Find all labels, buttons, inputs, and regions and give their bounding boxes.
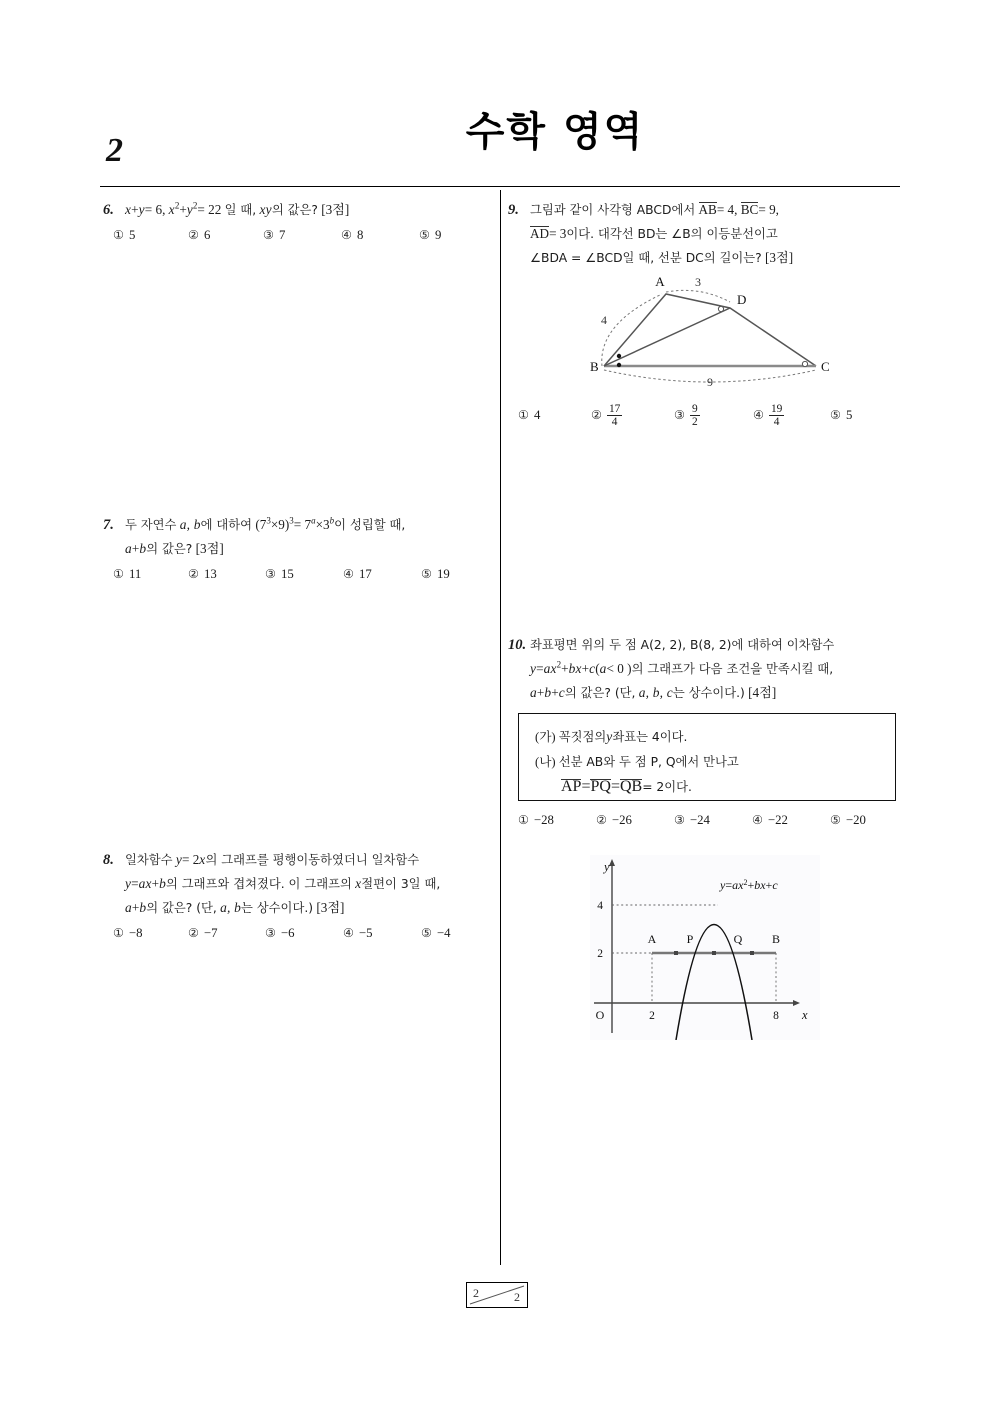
q8-points: [3점] [316,900,345,915]
choice-marker-4: ④ [343,926,354,940]
q7-points: [3점] [195,541,224,556]
q8-linear-fn: 일차함수 [125,853,173,867]
condition-a-text-1: 꼭짓점의 [558,730,607,744]
condition-a-line [535,724,881,750]
q7-times3: ×3 [315,517,330,532]
condition-a-variable: y [606,729,613,744]
choice-marker-3: ③ [674,408,685,423]
question-8 [103,848,493,952]
q8-choice-4-value: −5 [358,926,373,940]
q8-x: x [199,852,206,867]
footer-left-number: 2 [473,1286,479,1300]
question-10-number: 10. [508,637,527,653]
choice-marker-4: ④ [752,813,763,827]
q10-bx: bx [568,661,582,676]
q9-choice-3[interactable] [674,404,700,429]
q8-choice-2-value: −7 [203,926,218,940]
choice-marker-1: ① [518,408,529,422]
q8-eq: = [131,876,139,891]
q6-y: y [138,202,145,217]
q8-plus2: + [131,900,140,915]
choice-marker-3: ③ [265,926,276,940]
condition-b-text: 선분 AB와 두 점 P, Q에서 만나고 [558,755,739,769]
q9-c4-numerator: 19 [770,403,783,415]
q10-a-cond: a [599,661,607,676]
q10-plus1: + [561,661,569,676]
q10-choice-4-value: −22 [767,813,788,827]
q8-a: a [125,900,132,915]
question-9-choices [508,403,853,430]
q8-ask: 의 값은? (단, [146,901,217,915]
q7-choice-3-value: 15 [280,567,294,581]
q9-choice-4-fraction [769,403,784,428]
choice-marker-5: ⑤ [419,228,430,242]
q10-y: y [530,661,537,676]
q9-seg-ad: AD [530,226,550,241]
q7-ask: 의 값은? [146,542,193,556]
eq-1: = [581,778,591,795]
q8-choice-2[interactable] [188,926,218,941]
eq-2: = [610,778,620,795]
q6-choice-3[interactable] [263,228,285,243]
graph-curve-equation: $y=ax^2+bx+c$ [720,878,778,892]
q9-ab-val: = 4, [716,202,738,217]
q8-ax: ax [138,876,152,891]
segment-PQ: PQ [590,778,611,795]
q9-choice-2-fraction [607,403,622,428]
q7-choice-1-value: 11 [128,567,142,581]
question-7-number: 7. [103,517,114,533]
q7-plus: + [131,541,140,556]
q7-choice-5[interactable] [421,567,450,582]
choice-marker-1: ① [113,567,124,581]
choice-marker-1: ① [518,813,529,827]
q6-choice-3-value: 7 [278,228,286,242]
q10-plus2: + [581,661,590,676]
header-divider-rule [100,186,900,187]
choice-marker-3: ③ [674,813,685,827]
question-8-choices [103,926,493,952]
q9-intro: 그림과 같이 사각형 ABCD에서 [530,203,696,217]
choice-marker-5: ⑤ [421,567,432,581]
q6-plus2: + [179,202,187,217]
question-9-number: 9. [508,202,519,218]
q7-exp-a: a [311,515,316,526]
q10-choice-2[interactable] [596,813,632,828]
q6-points: [3점] [321,202,350,217]
q9-choice-5-value: 5 [845,408,853,422]
q6-plus: + [131,202,139,217]
q8-eq2: = 2 [181,852,200,867]
q10-choice-5[interactable] [830,813,866,828]
q6-eq6: = 6, [144,202,166,217]
q7-ab: a, b [179,517,201,532]
q9-choice-4[interactable] [753,404,784,429]
graph-y-axis-label: y [604,860,610,874]
q7-choice-2[interactable] [188,567,217,582]
q6-y2-exp: 2 [192,200,198,211]
question-9 [508,198,898,428]
q8-ab: a, b [220,900,242,915]
q6-choice-4-value: 8 [356,228,364,242]
choice-marker-2: ② [188,567,199,581]
question-10 [508,633,898,1022]
choice-marker-4: ④ [343,567,354,581]
q8-b: b [159,876,166,891]
q8-plus: + [151,876,160,891]
q6-choice-1[interactable] [113,228,135,243]
question-7-choices [103,567,493,593]
q10-abc: a, b, c [638,685,673,700]
q10-a: a [530,685,537,700]
choice-marker-1: ① [113,228,124,242]
q6-x2-base: x [168,202,175,217]
q9-label-A: A [655,276,665,289]
graph-ytick-2: 2 [597,948,603,960]
q9-bisector: 이다. 대각선 BD는 ∠B의 이등분선이고 [566,227,778,241]
q10-c2: c [558,685,565,700]
q6-choice-2-value: 6 [203,228,211,242]
q9-angles: ∠BDA = ∠BCD일 때, 선분 DC의 길이는? [530,251,762,265]
graph-x-axis-label: x [802,1008,808,1022]
q10-b: b [544,685,552,700]
condition-b-equation [535,775,881,799]
question-10-choices [508,813,866,839]
page-footer-box [466,1282,528,1308]
q6-ask: 의 값은? [271,203,318,217]
condition-a-text-2: 좌표는 4이다. [612,730,688,744]
q9-label-B: B [590,359,599,374]
q7-choice-3[interactable] [265,567,294,582]
q10-choice-5-value: −20 [845,813,866,827]
q9-choice-2[interactable] [591,404,622,429]
q9-label-D: D [737,292,747,307]
q7-choice-5-value: 19 [436,567,450,581]
q10-choice-4[interactable] [752,813,788,828]
q6-when: 일 때, [224,203,257,217]
q8-choice-3[interactable] [265,926,295,941]
q6-y2-base: y [186,202,193,217]
q9-len-BC: 9 [707,375,713,386]
condition-b-line [535,750,881,775]
q10-choice-2-value: −26 [611,813,632,827]
q7-a: a [125,541,132,556]
graph-origin-label: O [595,1008,605,1022]
q9-seg-bc: BC [740,202,759,217]
footer-right-number: 2 [514,1290,520,1304]
question-7 [103,513,493,593]
choice-marker-3: ③ [265,567,276,581]
condition-b-label: (나) [535,755,556,769]
page-number: 2 [106,132,123,169]
q9-c3-numerator: 9 [691,403,698,415]
q10-ask: 의 값은? (단, [564,686,636,700]
question-10-condition-box [518,713,896,801]
q7-two-naturals: 두 자연수 [125,518,177,532]
q10-p2: + [551,685,559,700]
q9-len-AD: 3 [695,276,701,289]
choice-marker-4: ④ [753,408,764,423]
q8-intercept: 절편이 3일 때, [361,877,441,891]
q9-c4-denominator: 4 [769,415,784,428]
condition-a-label: (가) [535,730,556,744]
q8-overlap: 의 그래프와 겹쳐졌다. 이 그래프의 [165,877,352,891]
choice-marker-4: ④ [341,228,352,242]
graph-ytick-4: 4 [597,900,603,912]
choice-marker-5: ⑤ [830,813,841,827]
q9-c2-numerator: 17 [608,403,621,415]
graph-xtick-8: 8 [773,1010,779,1022]
q8-b2: b [139,900,147,915]
q7-b: b [139,541,147,556]
question-6 [103,198,493,254]
q6-choice-5-value: 9 [434,228,442,242]
q6-eq22: = 22 [197,202,222,217]
q10-choice-3[interactable] [674,813,710,828]
q6-choice-1-value: 5 [128,228,136,242]
q10-lt0: < 0 ) [606,661,632,676]
q9-ad-val: = 3 [549,226,567,241]
exam-title: 수학 영역 [465,109,645,155]
choice-marker-5: ⑤ [421,926,432,940]
question-10-graph [590,855,820,1040]
question-8-number: 8. [103,852,114,868]
q9-choice-3-fraction [690,403,700,428]
q9-choice-1-value: 4 [533,408,541,422]
q7-eq7: = 7 [293,517,312,532]
q6-xy: xy [259,202,272,217]
q10-intro: 좌표평면 위의 두 점 A(2, 2), B(8, 2)에 대하여 이차함수 [530,638,835,652]
choice-marker-5: ⑤ [830,408,841,422]
q10-ax: ax [543,661,557,676]
q10-c: c [589,661,596,676]
q9-c3-denominator: 2 [691,416,698,428]
segment-AP: AP [561,778,582,795]
q8-x2: x [355,876,362,891]
q7-choice-4-value: 17 [358,567,372,581]
q8-choice-1-value: −8 [128,926,143,940]
question-6-number: 6. [103,202,114,218]
q8-choice-4[interactable] [343,926,373,941]
q7-exp-3b: 3 [289,515,294,526]
graph-point-label-A: A [647,932,657,946]
q7-choice-4[interactable] [343,567,372,582]
q9-c2-denominator: 4 [607,415,622,428]
q8-choice-5[interactable] [421,926,451,941]
choice-marker-2: ② [596,813,607,827]
graph-point-label-B: B [771,932,781,946]
q10-choice-1[interactable] [518,813,554,828]
choice-marker-2: ② [188,228,199,242]
q8-choice-5-value: −4 [436,926,451,940]
q7-holds: 이 성립할 때, [334,518,406,532]
q7-times9: ×9) [270,517,290,532]
question-9-figure [578,276,838,386]
q6-choice-2[interactable] [188,228,210,243]
q7-exp-b: b [329,515,335,526]
q9-label-C: C [821,359,830,374]
q10-ax-exp: 2 [556,659,562,670]
graph-point-label-Q: Q [733,932,743,946]
q8-translated: 의 그래프를 평행이동하였더니 일차함수 [205,853,420,867]
q6-choice-4[interactable] [341,228,363,243]
q9-choice-5[interactable] [830,408,852,423]
graph-xtick-2: 2 [649,1010,655,1022]
q8-const: 는 상수이다.) [241,901,314,915]
q7-about: 에 대하여 [200,518,253,532]
q7-exp-3a: 3 [266,515,271,526]
q10-const: 는 상수이다.) [672,686,745,700]
q10-points: [4점] [748,685,777,700]
q7-choice-1[interactable] [113,567,141,582]
q7-paren-7: (7 [255,517,267,532]
choice-marker-3: ③ [263,228,274,242]
q10-paren-open: ( [595,661,600,676]
q8-y: y [175,852,182,867]
q9-choice-1[interactable] [518,408,540,423]
graph-point-label-P: P [686,932,694,946]
q10-graph-cond: 의 그래프가 다음 조건을 만족시킬 때, [631,662,834,676]
q9-len-AB: 4 [601,313,607,327]
choice-marker-1: ① [113,926,124,940]
condition-b-tail: = 2이다. [642,780,692,794]
q9-seg-ab: AB [698,202,717,217]
q6-x: x [125,202,132,217]
q6-x2-exp: 2 [174,200,180,211]
column-divider [500,190,501,1265]
q10-choice-1-value: −28 [533,813,554,827]
q8-choice-3-value: −6 [280,926,295,940]
q8-y2: y [125,876,132,891]
q8-choice-1[interactable] [113,926,143,941]
q10-choice-3-value: −24 [689,813,710,827]
q6-choice-5[interactable] [419,228,441,243]
page-header [100,100,900,185]
choice-marker-2: ② [188,926,199,940]
q7-choice-2-value: 13 [203,567,217,581]
segment-QB: QB [619,778,643,795]
question-6-choices [103,228,493,254]
choice-marker-2: ② [591,408,602,423]
q10-p1: + [536,685,545,700]
q9-bc-val: = 9, [758,202,779,217]
q10-eq: = [536,661,544,676]
q9-points: [3점] [765,250,794,265]
